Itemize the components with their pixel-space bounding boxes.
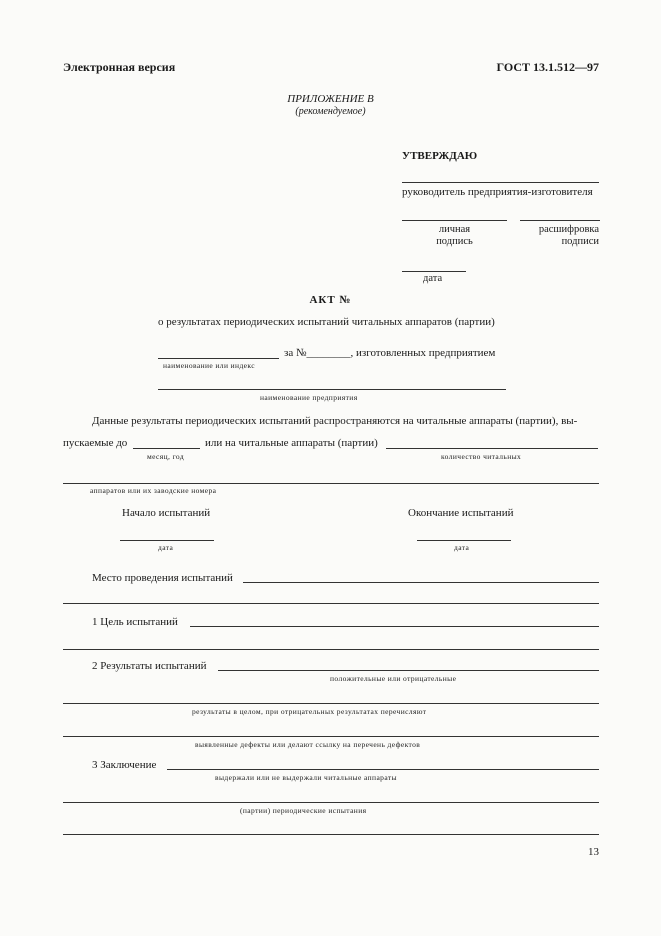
section-2-label: 2 Результаты испытаний — [92, 660, 207, 672]
decode-caption-1: расшифровка — [538, 224, 599, 235]
signature-caption-2: подпись — [436, 236, 473, 247]
result-caption-3: выявленные дефекты или делают ссылку на перечень дефектов — [195, 740, 421, 749]
section-1-line-2 — [63, 649, 599, 650]
section-2-line — [218, 670, 599, 671]
appendix-subtitle: (рекомендуемое) — [295, 106, 366, 117]
place-line-2 — [63, 603, 599, 604]
approval-date-caption: дата — [423, 273, 443, 284]
decode-caption-2: подписи — [561, 236, 599, 247]
decode-line — [520, 220, 600, 221]
conclusion-caption-2: (партии) периодические испытания — [240, 806, 367, 815]
serials-line — [63, 483, 599, 484]
place-label: Место проведения испытаний — [92, 572, 233, 584]
quantity-caption: количество читальных — [441, 452, 522, 461]
section-1-line — [190, 626, 599, 627]
approve-label: УТВЕРЖДАЮ — [402, 150, 478, 162]
result-caption: положительные или отрицательные — [330, 674, 457, 683]
section-3-line-3 — [63, 834, 599, 835]
made-for-text: за №________, изготовленных предприятием — [284, 347, 496, 359]
head-line — [402, 182, 599, 183]
release-date-line — [133, 448, 200, 449]
header-left: Электронная версия — [63, 60, 176, 74]
end-date-line — [417, 540, 511, 541]
head-caption: руководитель предприятия-изготовителя — [402, 186, 593, 198]
conclusion-caption: выдержали или не выдержали читальные аппараты — [215, 773, 397, 782]
start-date-line — [120, 540, 214, 541]
month-year-caption: месяц, год — [147, 452, 185, 461]
header-right: ГОСТ 13.1.512—97 — [496, 60, 599, 74]
start-date-caption: дата — [158, 543, 174, 552]
para-line-1: Данные результаты периодических испытаний распространяются на читальные аппараты (партии), вы- — [92, 415, 578, 427]
quantity-line — [386, 448, 598, 449]
section-1-label: 1 Цель испытаний — [92, 616, 178, 628]
section-3-line-2 — [63, 802, 599, 803]
section-3-line — [167, 769, 599, 770]
result-caption-2: результаты в целом, при отрицательных результатах перечисляют — [192, 707, 427, 716]
signature-caption-1: личная — [438, 224, 471, 235]
name-index-line — [158, 358, 279, 359]
act-subject: о результатах периодических испытаний читальных аппаратов (партии) — [158, 316, 495, 328]
name-index-caption: наименование или индекс — [163, 361, 256, 370]
signature-line — [402, 220, 507, 221]
para-line-2-a: пускаемые до — [63, 437, 128, 449]
serials-caption: аппаратов или их заводские номера — [90, 486, 217, 495]
enterprise-line — [158, 389, 506, 390]
section-2-line-3 — [63, 736, 599, 737]
end-date-caption: дата — [454, 543, 470, 552]
act-title: АКТ № — [309, 294, 352, 306]
appendix-title: ПРИЛОЖЕНИЕ В — [287, 93, 374, 105]
para-line-2-b: или на читальные аппараты (партии) — [205, 437, 378, 449]
section-2-line-2 — [63, 703, 599, 704]
section-3-label: 3 Заключение — [92, 759, 157, 771]
place-line — [243, 582, 599, 583]
end-label: Окончание испытаний — [408, 507, 514, 519]
approval-date-line — [402, 271, 466, 272]
page-number: 13 — [588, 846, 599, 858]
enterprise-caption: наименование предприятия — [260, 393, 358, 402]
start-label: Начало испытаний — [122, 507, 211, 519]
